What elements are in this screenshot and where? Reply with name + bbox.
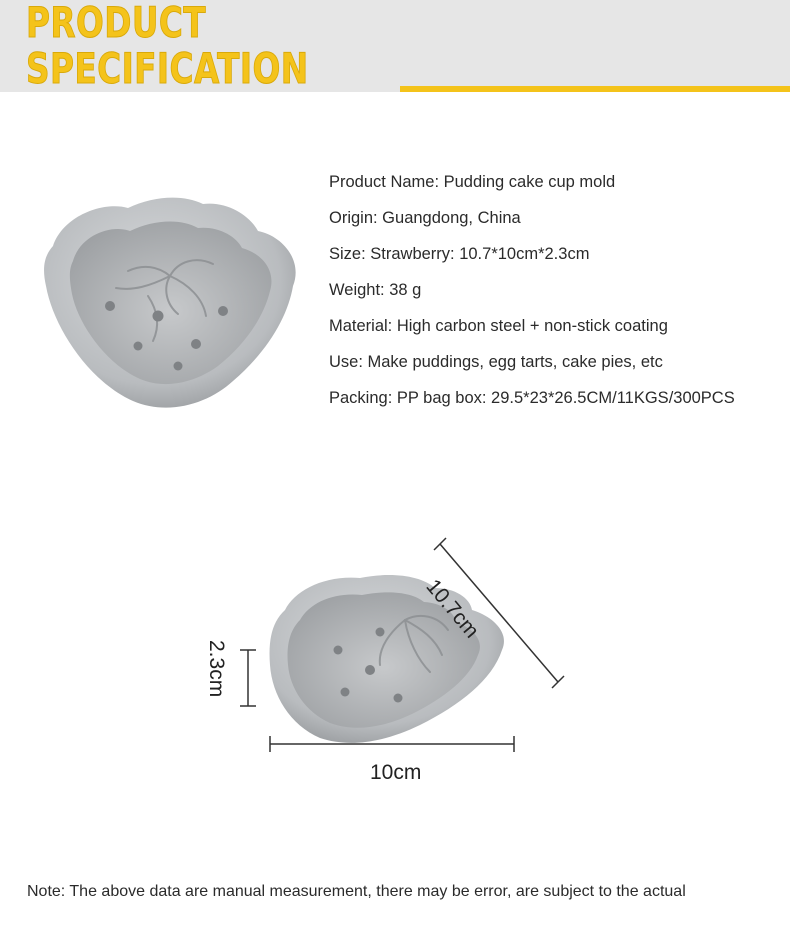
header-banner <box>0 0 790 92</box>
spec-packing: Packing: PP bag box: 29.5*23*26.5CM/11KGS/300PCS <box>329 389 735 407</box>
measurement-note: Note: The above data are manual measurement, there may be error, are subject to the actual <box>27 883 686 900</box>
spec-material: Material: High carbon steel + non-stick coating <box>329 317 668 335</box>
page-title-line-2: SPECIFICATION <box>26 44 309 93</box>
spec-list <box>329 172 784 424</box>
dimension-length-label: 10.7cm <box>421 575 484 643</box>
spec-product-name: Product Name: Pudding cake cup mold <box>329 173 616 191</box>
dimension-height-label: 2.3cm <box>205 640 228 698</box>
page-title-line-1: PRODUCT <box>26 0 207 47</box>
header-accent-bar <box>400 86 790 92</box>
strawberry-mold-image <box>18 176 318 436</box>
dimension-diagram <box>180 520 600 800</box>
spec-size: Size: Strawberry: 10.7*10cm*2.3cm <box>329 245 590 263</box>
spec-origin: Origin: Guangdong, China <box>329 209 521 227</box>
spec-weight: Weight: 38 g <box>329 281 422 299</box>
spec-use: Use: Make puddings, egg tarts, cake pies, etc <box>329 353 663 371</box>
dimension-width-label: 10cm <box>370 761 422 784</box>
